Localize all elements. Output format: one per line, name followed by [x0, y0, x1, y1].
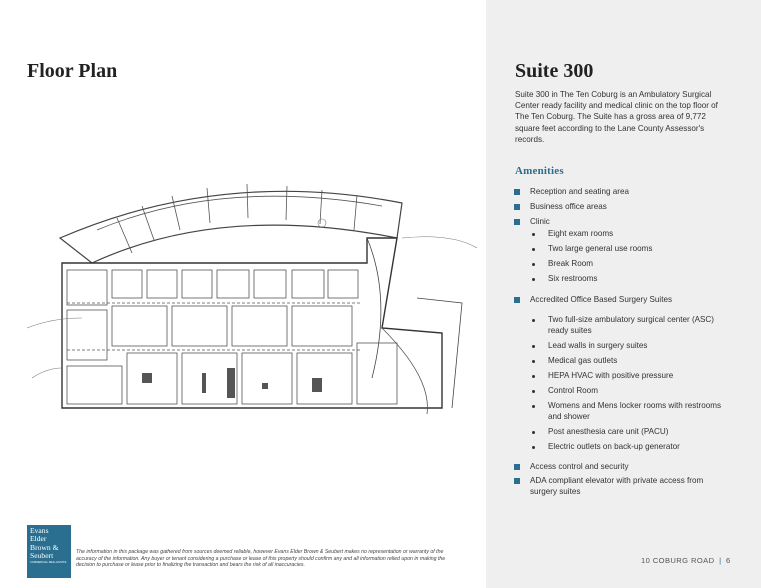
logo-line: Elder: [30, 534, 47, 544]
dot-bullet-icon: [532, 446, 535, 449]
dot-bullet-icon: [532, 319, 535, 322]
amenity-subitem: Womens and Mens locker rooms with restrooms and shower: [548, 401, 722, 421]
square-bullet-icon: [514, 297, 520, 303]
amenity-subitem: Lead walls in surgery suites: [548, 341, 648, 350]
amenity-item: Accredited Office Based Surgery Suites: [530, 295, 673, 304]
dot-bullet-icon: [532, 360, 535, 363]
company-logo: [27, 525, 71, 578]
amenity-item: Business office areas: [530, 202, 607, 211]
disclaimer-text: The information in this package was gathered from sources deemed reliable, however Evans Elder Brown & Seubert makes no representation or warranty of the accuracy of the information. Any buyer or tenant considering a purchase or lease of this property should confirm any and all information relied upon in making the decision to purchase or lease prior to finalizing the transaction and bears the risk of all inaccuracies.: [76, 549, 446, 569]
amenity-subitem: Two full-size ambulatory surgical center (ASC) ready suites: [548, 315, 714, 335]
dot-bullet-icon: [532, 405, 535, 408]
square-bullet-icon: [514, 478, 520, 484]
amenity-item: Reception and seating area: [530, 187, 629, 196]
square-bullet-icon: [514, 464, 520, 470]
logo-line: Brown &: [30, 542, 59, 552]
dot-bullet-icon: [532, 375, 535, 378]
suite-title: Suite 300: [515, 60, 594, 82]
logo-line: Evans: [30, 526, 49, 535]
dot-bullet-icon: [532, 431, 535, 434]
logo-tagline: COMMERCIAL REAL ESTATE: [30, 560, 67, 564]
amenity-subitem: Medical gas outlets: [548, 356, 618, 365]
dot-bullet-icon: [532, 278, 535, 281]
amenity-subitem: Electric outlets on back-up generator: [548, 442, 680, 451]
amenity-subitem: Eight exam rooms: [548, 229, 614, 238]
logo-line: Seubert: [30, 551, 54, 561]
dot-bullet-icon: [532, 345, 535, 348]
square-bullet-icon: [514, 204, 520, 210]
amenity-subitem: Control Room: [548, 386, 598, 395]
floor-plan-title: Floor Plan: [27, 60, 118, 82]
dot-bullet-icon: [532, 390, 535, 393]
dot-bullet-icon: [532, 233, 535, 236]
amenity-subitem: HEPA HVAC with positive pressure: [548, 371, 674, 380]
amenity-subitem: Break Room: [548, 259, 593, 268]
amenity-subitem: Post anesthesia care unit (PACU): [548, 427, 669, 436]
page-footer: [641, 556, 731, 565]
square-bullet-icon: [514, 219, 520, 225]
amenity-item: Access control and security: [530, 462, 629, 471]
footer-address: 10 COBURG ROAD: [641, 556, 715, 565]
dot-bullet-icon: [532, 248, 535, 251]
square-bullet-icon: [514, 189, 520, 195]
suite-description: Suite 300 in The Ten Coburg is an Ambulatory Surgical Center ready facility and medical clinic on the top floor of The Ten Coburg. The Suite has a gross area of 9,772 square feet according to the Lane County Assessor's records.: [515, 90, 718, 144]
amenity-subitem: Six restrooms: [548, 274, 598, 283]
floor-plan-drawing: [22, 178, 482, 414]
page-number: 6: [725, 556, 731, 565]
amenity-item: ADA compliant elevator with private access from surgery suites: [530, 476, 704, 496]
footer-separator: |: [719, 556, 722, 565]
amenity-subitem: Two large general use rooms: [548, 244, 653, 253]
amenities-heading: Amenities: [515, 165, 564, 177]
dot-bullet-icon: [532, 263, 535, 266]
amenity-item: Clinic: [530, 217, 550, 226]
